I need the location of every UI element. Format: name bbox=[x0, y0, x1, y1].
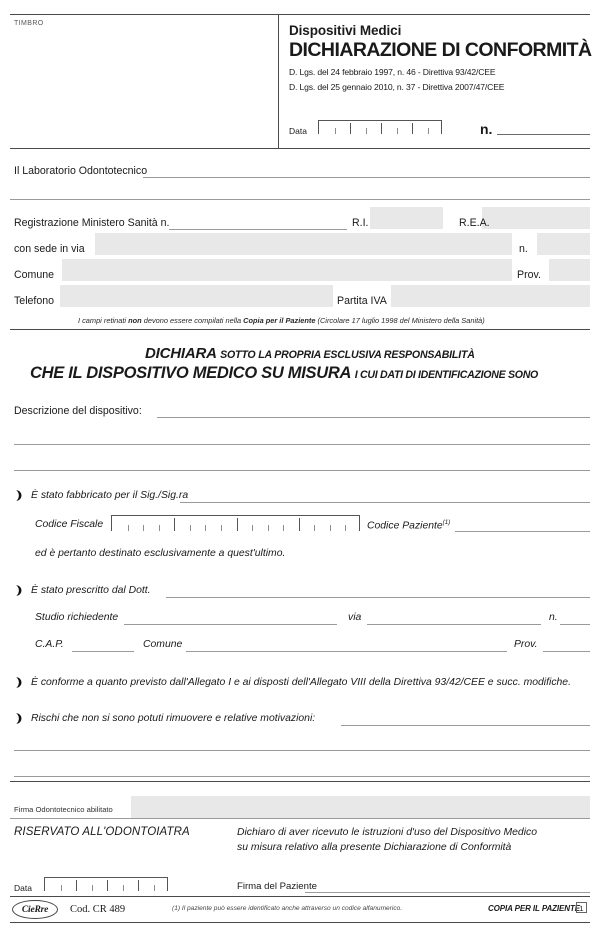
patient-code-label-text: Codice Paziente bbox=[367, 520, 443, 532]
acknowledgement-line-1: Dichiaro di aver ricevuto le istruzioni d'uso del Dispositivo Medico bbox=[237, 827, 537, 838]
header-top-rule bbox=[10, 14, 590, 15]
patient-signature-line[interactable] bbox=[305, 892, 590, 893]
studio-line[interactable] bbox=[124, 624, 337, 625]
law-reference-line-2: D. Lgs. del 25 gennaio 2010, n. 37 - Direttiva 2007/47/CEE bbox=[289, 82, 505, 92]
signature-divider-rule bbox=[10, 818, 590, 819]
rea-field[interactable] bbox=[482, 207, 590, 229]
header-date-comb[interactable] bbox=[318, 120, 442, 134]
declaration-line-1 bbox=[145, 346, 475, 361]
hook-bullet-icon bbox=[13, 489, 26, 502]
product-code: Cod. CR 489 bbox=[70, 904, 126, 915]
address-label: con sede in via bbox=[14, 243, 85, 255]
via-line[interactable] bbox=[367, 624, 541, 625]
cierre-logo bbox=[12, 900, 58, 919]
lab-name-line[interactable] bbox=[143, 177, 590, 178]
header-number-label: n. bbox=[480, 121, 493, 137]
shaded-fields-note bbox=[78, 317, 485, 324]
clause-4-text: Rischi che non si sono potuti rimuovere e relative motivazioni: bbox=[31, 713, 316, 724]
registration-line[interactable] bbox=[169, 229, 347, 230]
stamp-area[interactable] bbox=[14, 28, 264, 138]
clause-4-line-2[interactable] bbox=[14, 750, 590, 751]
address-field[interactable] bbox=[95, 233, 512, 255]
clause-2-doctor-line[interactable] bbox=[166, 597, 590, 598]
city-label: Comune bbox=[14, 269, 55, 281]
cap-label: C.A.P. bbox=[35, 639, 64, 650]
technician-signature-label: Firma Odontotecnico abilitato bbox=[14, 805, 113, 814]
clause-1-closing-text: ed è pertanto destinato esclusivamente a quest'ultimo. bbox=[35, 548, 286, 559]
clause-4-line-1[interactable] bbox=[341, 725, 590, 726]
description-line-2[interactable] bbox=[14, 444, 590, 445]
declaration-line-1-strong: DICHIARA bbox=[145, 345, 217, 362]
clause-3-text: È conforme a quanto previsto dall'Allegato I e ai disposti dell'Allegato VIII della Direttiva 93/42/CEE e succ. modifiche. bbox=[31, 677, 571, 688]
lab-section-bottom-rule bbox=[10, 329, 590, 330]
street-number-label: n. bbox=[519, 243, 528, 255]
phone-field[interactable] bbox=[60, 285, 333, 307]
dentist-reserved-label: RISERVATO ALL'ODONTOIATRA bbox=[14, 826, 190, 838]
vat-field[interactable] bbox=[391, 285, 590, 307]
footnote-text: (1) Il paziente può essere identificato anche attraverso un codice alfanumerico. bbox=[172, 905, 403, 912]
lab-section-rule bbox=[10, 199, 590, 200]
studio-label: Studio richiedente bbox=[35, 612, 119, 623]
phone-label: Telefono bbox=[14, 295, 55, 307]
declaration-line-2-rest: I CUI DATI DI IDENTIFICAZIONE SONO bbox=[354, 369, 538, 381]
declaration-line-1-rest: SOTTO LA PROPRIA ESCLUSIVA RESPONSABILITÀ bbox=[220, 349, 475, 361]
city-field[interactable] bbox=[62, 259, 512, 281]
via-label: via bbox=[348, 612, 362, 623]
patient-code-line[interactable] bbox=[455, 531, 590, 532]
clause-2-province-label: Prov. bbox=[514, 639, 538, 650]
ri-field[interactable] bbox=[370, 207, 443, 229]
clause-1-name-line[interactable] bbox=[180, 502, 590, 503]
clause-4-line-3[interactable] bbox=[14, 776, 590, 777]
vat-label: Partita IVA bbox=[337, 295, 387, 307]
clause-1-text: È stato fabbricato per il Sig./Sig.ra bbox=[31, 490, 189, 501]
footer-date-comb[interactable] bbox=[44, 877, 168, 891]
clause-2-province-line[interactable] bbox=[543, 651, 590, 652]
technician-signature-field[interactable] bbox=[131, 796, 590, 818]
cap-line[interactable] bbox=[72, 651, 134, 652]
description-label: Descrizione del dispositivo: bbox=[14, 405, 142, 417]
clause-2-text: È stato prescritto dal Dott. bbox=[31, 585, 151, 596]
acknowledgement-line-2: su misura relativo alla presente Dichiarazione di Conformità bbox=[237, 841, 512, 853]
hook-bullet-icon bbox=[13, 676, 26, 689]
header-date-label: Data bbox=[289, 126, 307, 136]
province-label: Prov. bbox=[517, 269, 541, 281]
clause-section-bottom-rule bbox=[10, 781, 590, 782]
fiscal-code-label: Codice Fiscale bbox=[35, 519, 104, 530]
declaration-line-2-strong: CHE IL DISPOSITIVO MEDICO SU MISURA bbox=[30, 364, 351, 382]
footer-top-rule bbox=[10, 896, 590, 897]
patient-code-label bbox=[367, 520, 450, 532]
patient-code-footnote-ref: (1) bbox=[442, 519, 451, 526]
acknowledgement-text bbox=[237, 826, 590, 856]
logo-text: CieRre bbox=[21, 904, 49, 915]
page-title: DICHIARAZIONE DI CONFORMITÀ bbox=[289, 39, 592, 61]
copy-number-badge: 1 bbox=[576, 902, 587, 913]
copy-label: COPIA PER IL PAZIENTE bbox=[488, 904, 580, 913]
fiscal-code-comb[interactable] bbox=[111, 515, 360, 531]
hook-bullet-icon bbox=[13, 712, 26, 725]
header-number-line[interactable] bbox=[497, 134, 590, 135]
declaration-line-2 bbox=[30, 365, 538, 382]
description-line-3[interactable] bbox=[14, 470, 590, 471]
footer-bottom-rule bbox=[10, 922, 590, 923]
ri-label: R.I. bbox=[352, 217, 369, 229]
law-reference-line-1: D. Lgs. del 24 febbraio 1997, n. 46 - Direttiva 93/42/CEE bbox=[289, 67, 496, 77]
lab-name-label: Il Laboratorio Odontotecnico bbox=[14, 165, 148, 177]
shaded-note-part-c: devono essere compilati nella bbox=[141, 316, 244, 325]
province-field[interactable] bbox=[549, 259, 590, 281]
rea-label: R.E.A. bbox=[459, 217, 490, 229]
description-line-1[interactable] bbox=[157, 417, 590, 418]
clause-2-city-line[interactable] bbox=[186, 651, 507, 652]
shaded-note-part-b: non bbox=[128, 316, 142, 325]
street-number-field[interactable] bbox=[537, 233, 590, 255]
shaded-note-part-d: Copia per il Paziente bbox=[243, 316, 316, 325]
header-divider bbox=[278, 14, 279, 148]
hook-bullet-icon bbox=[13, 584, 26, 597]
clause-2-street-number-line[interactable] bbox=[560, 624, 590, 625]
patient-signature-label: Firma del Paziente bbox=[237, 881, 317, 892]
footer-date-label: Data bbox=[14, 883, 32, 893]
shaded-note-part-e: (Circolare 17 luglio 1998 del Ministero della Sanità) bbox=[315, 316, 485, 325]
clause-2-city-label: Comune bbox=[143, 639, 183, 650]
header-kicker: Dispositivi Medici bbox=[289, 23, 402, 38]
registration-label: Registrazione Ministero Sanità n. bbox=[14, 217, 170, 229]
header-bottom-rule bbox=[10, 148, 590, 149]
stamp-label: TIMBRO bbox=[14, 20, 44, 27]
clause-2-street-number-label: n. bbox=[549, 612, 558, 623]
shaded-note-part-a: I campi retinati bbox=[78, 316, 129, 325]
